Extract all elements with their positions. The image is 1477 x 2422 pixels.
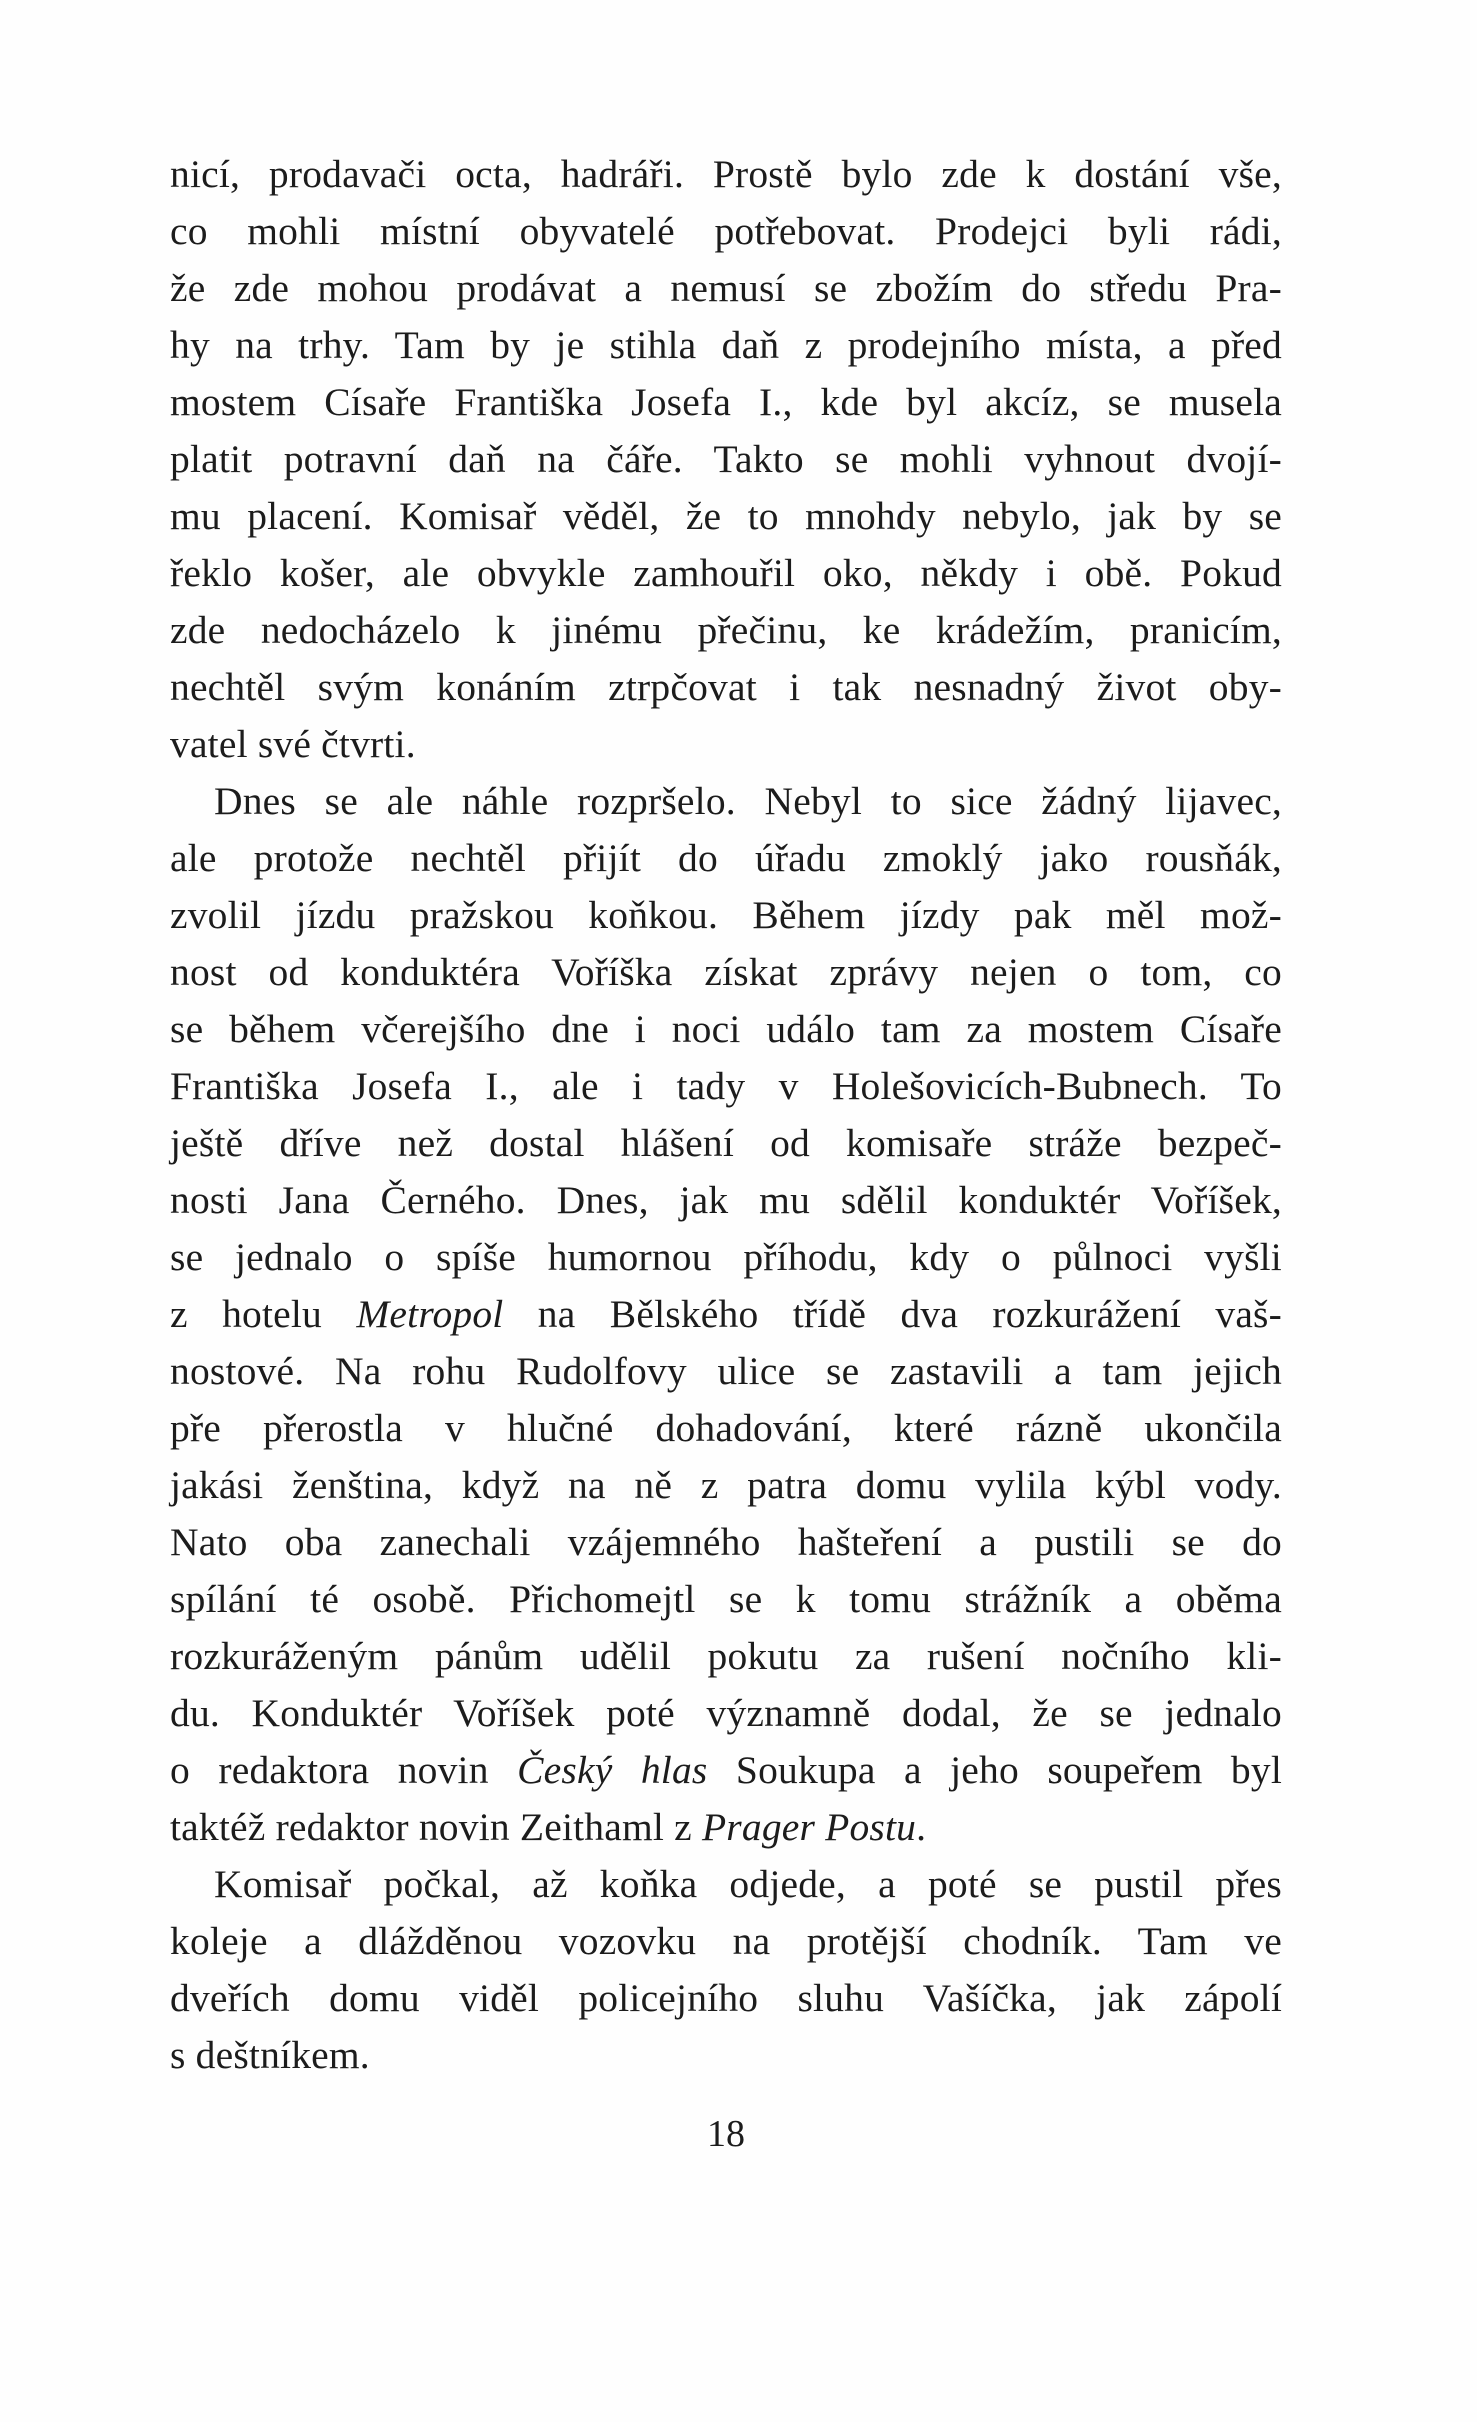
text-line: pře přerostla v hlučné dohadování, které rázně ukončila [170, 1406, 1282, 1450]
text-line: rozkuráženým pánům udělil pokutu za rušení nočního kli- [170, 1634, 1282, 1678]
text-line: ještě dříve než dostal hlášení od komisaře stráže bezpeč- [170, 1121, 1282, 1165]
text-line: Komisař počkal, až koňka odjede, a poté se pustil přes [214, 1862, 1282, 1906]
text-line: ale protože nechtěl přijít do úřadu zmoklý jako rousňák, [170, 836, 1282, 880]
text-line: se během včerejšího dne i noci událo tam za mostem Císaře [170, 1007, 1282, 1051]
text-line: nostové. Na rohu Rudolfovy ulice se zastavili a tam jejich [170, 1349, 1282, 1393]
text-line: nechtěl svým konáním ztrpčovat i tak nesnadný život oby- [170, 665, 1282, 709]
text-line: nicí, prodavači octa, hadráři. Prostě bylo zde k dostání vše, [170, 152, 1282, 196]
text-line: mu placení. Komisař věděl, že to mnohdy nebylo, jak by se [170, 494, 1282, 538]
text-line: nosti Jana Černého. Dnes, jak mu sdělil konduktér Voříšek, [170, 1178, 1282, 1222]
text-line: mostem Císaře Františka Josefa I., kde byl akcíz, se musela [170, 380, 1282, 424]
text-line: hy na trhy. Tam by je stihla daň z prodejního místa, a před [170, 323, 1282, 367]
text-line: řeklo košer, ale obvykle zamhouřil oko, někdy i obě. Pokud [170, 551, 1282, 595]
text-line: o redaktora novin Český hlas Soukupa a jeho soupeřem byl [170, 1748, 1283, 1792]
text-line: vatel své čtvrti. [170, 722, 416, 766]
text-line: s deštníkem. [170, 2033, 370, 2077]
text-line: jakási ženština, když na ně z patra domu vylila kýbl vody. [170, 1463, 1282, 1507]
text-line: co mohli místní obyvatelé potřebovat. Prodejci byli rádi, [170, 209, 1282, 253]
text-line: z hotelu Metropol na Bělského třídě dva rozkurážení vaš- [170, 1292, 1282, 1336]
text-line: dveřích domu viděl policejního sluhu Vašíčka, jak zápolí [170, 1976, 1282, 2020]
text-line: se jednalo o spíše humornou příhodu, kdy o půlnoci vyšli [170, 1235, 1282, 1279]
text-line: nost od konduktéra Voříška získat zprávy nejen o tom, co [170, 950, 1282, 994]
page-number: 18 [707, 2113, 745, 2155]
text-line: Dnes se ale náhle rozpršelo. Nebyl to sice žádný lijavec, [214, 779, 1282, 823]
text-line: koleje a dlážděnou vozovku na protější chodník. Tam ve [170, 1919, 1282, 1963]
text-line: spílání té osobě. Přichomejtl se k tomu strážník a oběma [170, 1577, 1282, 1621]
text-line: platit potravní daň na čáře. Takto se mohli vyhnout dvojí- [170, 437, 1282, 481]
paragraph [170, 1856, 1282, 2084]
text-line: taktéž redaktor novin Zeithaml z Prager Postu. [170, 1805, 927, 1849]
paragraph [170, 773, 1282, 1856]
text-line: Františka Josefa I., ale i tady v Holešovicích-Bubnech. To [170, 1064, 1282, 1108]
text-block [170, 146, 1282, 2084]
text-line: zvolil jízdu pražskou koňkou. Během jízdy pak měl mož- [170, 893, 1282, 937]
text-line: du. Konduktér Voříšek poté významně dodal, že se jednalo [170, 1691, 1282, 1735]
paragraph [170, 146, 1282, 773]
text-line: zde nedocházelo k jinému přečinu, ke krádežím, pranicím, [170, 608, 1282, 652]
text-line: že zde mohou prodávat a nemusí se zbožím do středu Pra- [170, 266, 1282, 310]
text-line: Nato oba zanechali vzájemného hašteření a pustili se do [170, 1520, 1282, 1564]
